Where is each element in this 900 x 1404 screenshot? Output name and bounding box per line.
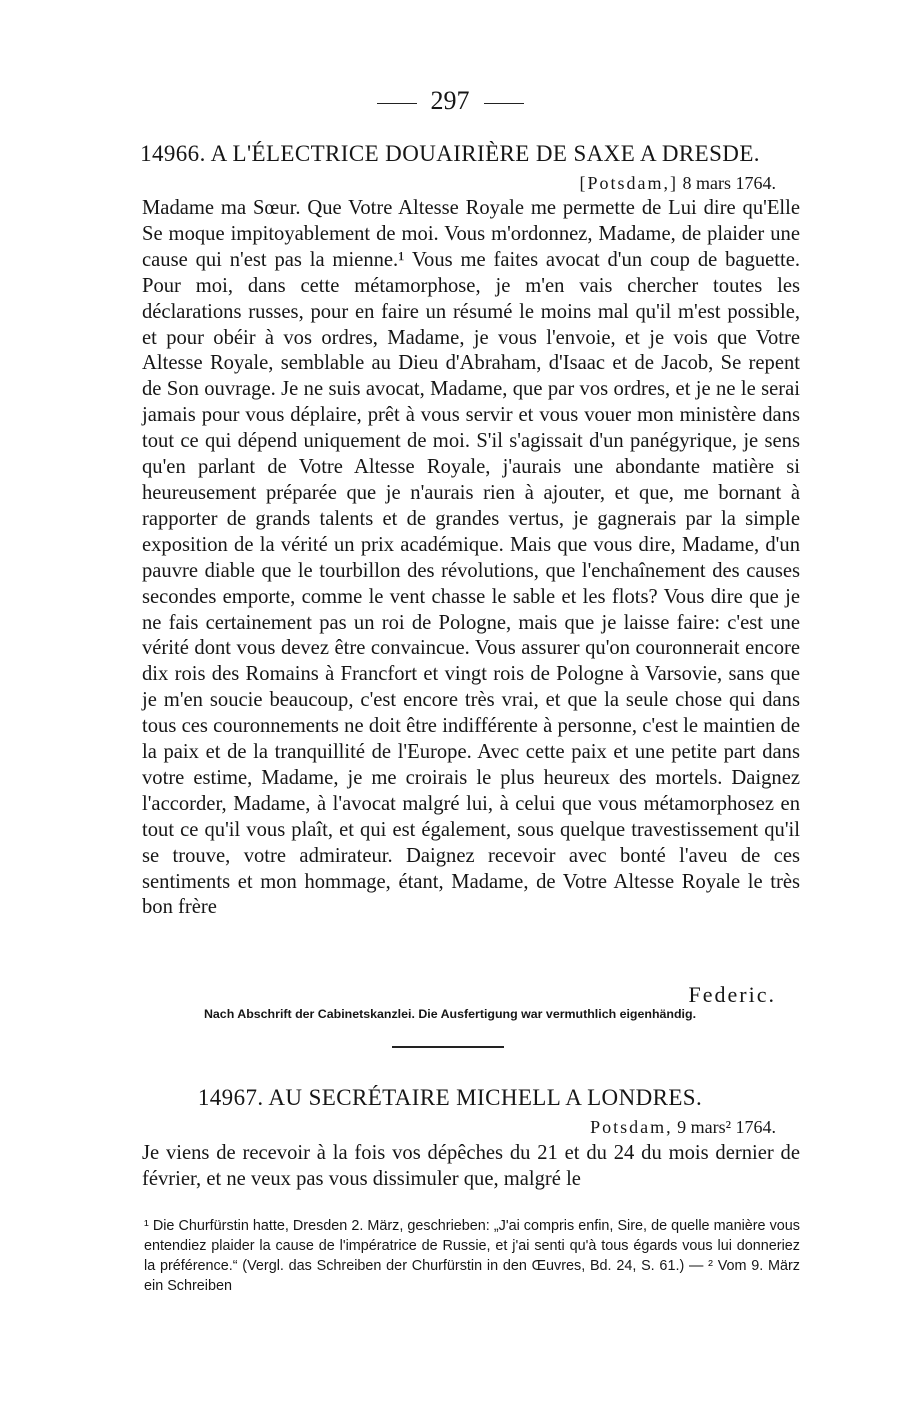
date-place: Potsdam,: [590, 1117, 673, 1137]
date-value: 9 mars² 1764.: [677, 1117, 776, 1137]
letter-paragraph: Je viens de recevoir à la fois vos dépêches du 21 et du 24 du mois dernier de février, et ne veux pas vous dissimuler que, malgré le: [142, 1142, 800, 1190]
letter-body: [96, 196, 800, 921]
page-number-header: [0, 86, 900, 116]
letter-dateline: [580, 172, 777, 194]
letter-number: 14967.: [197, 1085, 264, 1110]
source-note: Nach Abschrift der Cabinetskanzlei. Die Ausfertigung war vermuthlich eigenhändig.: [203, 1007, 697, 1021]
letter-separator: [392, 1046, 504, 1048]
footnote-text: ¹ Die Churfürstin hatte, Dresden 2. März, geschrieben: „J'ai compris enfin, Sire, de quelle manière vous entendiez plaider la cause de l'impératrice de Russie, et j'ai senti qu'à tous égards vous lui donneriez la préférence.“ (Vergl. das Schreiben der Churfürstin in den Œuvres, Bd. 24, S. 61.) — ² Vom 9. März ein Schreiben: [144, 1218, 800, 1294]
page-number: 297: [430, 86, 470, 115]
footnotes: [100, 1216, 800, 1296]
header-rule-left: [377, 103, 417, 104]
letter-title: A L'ÉLECTRICE DOUAIRIÈRE DE SAXE A DRESDE.: [210, 141, 760, 166]
letter-body: [96, 1141, 800, 1193]
letter-paragraph: Madame ma Sœur. Que Votre Altesse Royale me permette de Lui dire qu'Elle Se moque impitoyablement de moi. Vous m'ordonnez, Madame, de plaider une cause qui n'est pas la mienne.¹ Vous me faites avocat d'un coup de baguette. Pour moi, dans cette métamorphose, je m'en vais chercher toutes les déclarations russes, pour en faire un résumé le moins mal qu'il m'est possible, et pour obéir à vos ordres, Madame, je vous l'envoie, et je vois que Votre Altesse Royale, semblable au Dieu d'Abraham, d'Isaac et de Jacob, Se repent de Son ouvrage. Je ne suis avocat, Madame, que par vos ordres, et je ne le serai jamais pour vous déplaire, prêt à vous servir et vous vouer mon ministère dans tout ce qui dépend uniquement de moi. S'il s'agissait d'un panégyrique, je sens qu'en parlant de Votre Altesse Royale, j'aurais une abondante matière si heureusement préparée que je n'aurais rien à ajouter, et que, me bornant à rapporter de grands talents et de grandes vertus, je gagnerais par la simple exposition de la vérité un prix académique. Mais que vous dire, Madame, d'un pauvre diable que le tourbillon des révolutions, que l'enchaînement des causes secondes emporte, comme le vent chasse le sable et les flots? Vous dire que je ne fais certainement pas un roi de Pologne, mais que je laisse faire: c'est une vérité dont vous devez être convaincue. Vous assurer qu'on couronnerait encore dix rois des Romains à Francfort et vingt rois de Pologne à Varsovie, sans que je m'en soucie beaucoup, c'est encore très vrai, et que la seule chose qui dans tous ces couronnements ne doit être indifférente à personne, c'est le maintien de la paix et de la tranquillité de l'Europe. Avec cette paix et une petite part dans votre estime, Madame, je me croirais le plus heureux des mortels. Daignez l'accorder, Madame, à l'avocat malgré lui, à celui que vous métamorphosez en tout ce qu'il vous plaît, et qui est également, sous quelque travestissement qu'il se trouve, votre admirateur. Daignez recevoir avec bonté l'aveu de ces sentiments et mon hommage, étant, Madame, de Votre Altesse Royale le très bon frère: [142, 197, 800, 919]
letter-dateline: [590, 1116, 776, 1138]
letter-title: AU SECRÉTAIRE MICHELL A LONDRES.: [268, 1085, 703, 1110]
letter-number: 14966.: [140, 141, 206, 166]
letter-signature: Federic.: [688, 982, 776, 1007]
letter-heading: [0, 140, 900, 168]
header-rule-right: [484, 103, 524, 104]
letter-heading: [0, 1084, 900, 1112]
date-place: [Potsdam,]: [579, 173, 678, 193]
date-value: 8 mars 1764.: [682, 173, 776, 193]
